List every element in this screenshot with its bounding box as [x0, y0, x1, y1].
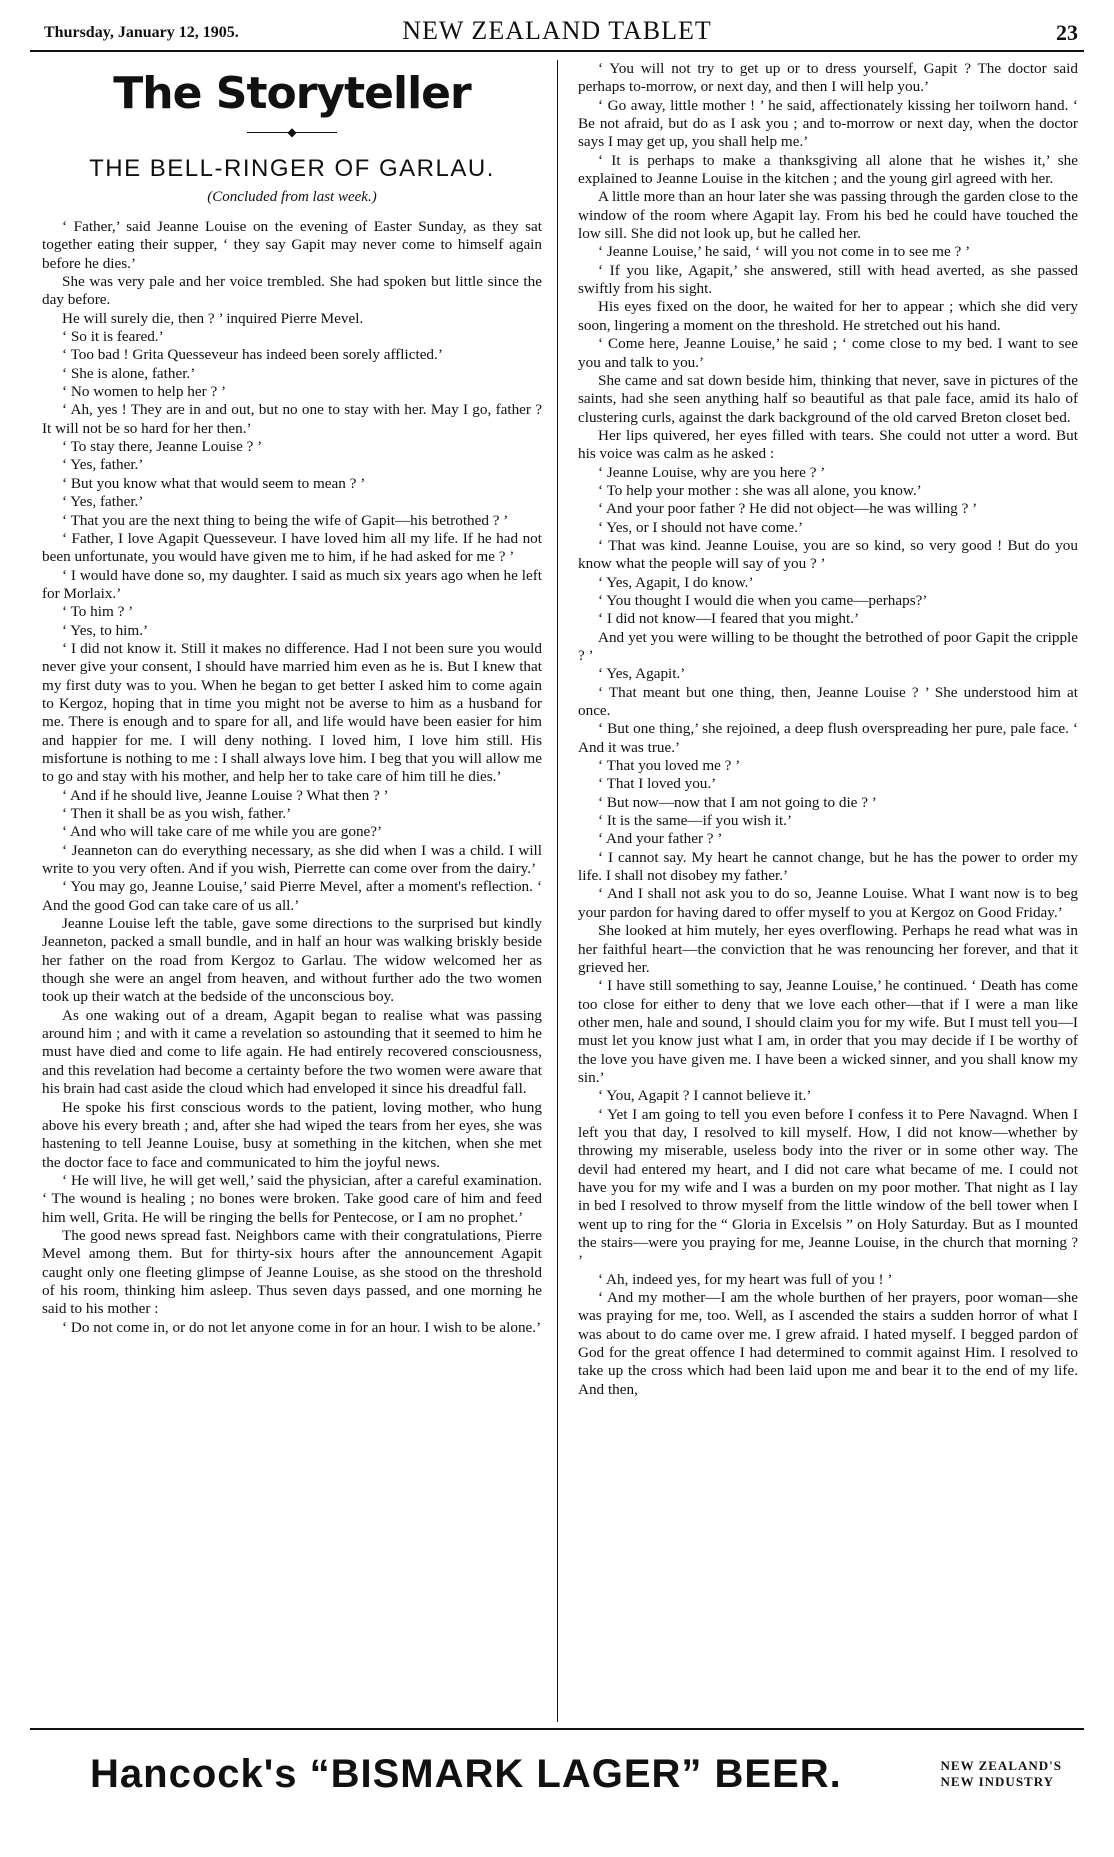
story-subtitle: (Concluded from last week.) [207, 189, 377, 205]
story-paragraph: ‘ Ah, yes ! They are in and out, but no one to stay with her. May I go, father ? It will not be so hard for her then.’ [42, 401, 542, 437]
ad-tagline [941, 1758, 1062, 1790]
story-paragraph: And yet you were willing to be thought the betrothed of poor Gapit the cripple ? ’ [578, 628, 1078, 664]
right-column-body [578, 60, 1078, 1399]
ad-tagline-line-1: NEW ZEALAND'S [940, 1758, 1062, 1773]
story-paragraph: ‘ Father,’ said Jeanne Louise on the evening of Easter Sunday, as they sat together eating their supper, ‘ they say Gapit may never come to himself again before he dies.’ [42, 218, 542, 272]
story-paragraph: ‘ I would have done so, my daughter. I said as much six years ago when he left for Morlaix.’ [42, 566, 542, 602]
ad-text: Hancock's “BISMARK LAGER” BEER. [90, 1752, 842, 1796]
story-paragraph: ‘ I cannot say. My heart he cannot change, but he has the power to order my life. I shall not disobey my father.’ [578, 848, 1078, 885]
story-paragraph: ‘ She is alone, father.’ [62, 364, 196, 382]
story-paragraph: ‘ That you loved me ? ’ [598, 757, 741, 775]
story-paragraph: ‘ And your poor father ? He did not object—he was willing ? ’ [598, 500, 978, 518]
story-paragraph: ‘ To help your mother : she was all alone, you know.’ [598, 481, 922, 499]
story-paragraph: ‘ Yes, Agapit.’ [598, 665, 686, 683]
page-number: 23 [1056, 20, 1078, 45]
story-paragraph: ‘ I did not know it. Still it makes no difference. Had I not been sure you would never give your consent, I should have married him even as he is. But I knew that my first duty was to you. When he began to get better I asked him to come again to Kergoz, hoping that in time you might not be averse to him as a husband for me. There is enough and to spare for all, and life would have been easier for him and happier for me. I will deny nothing. I loved him, I love him still. His misfortune is nothing to me : I shall always love him. I beg that you will allow me to go and stay with his mother, and help her to take care of him till he dies.’ [42, 639, 542, 786]
masthead [30, 12, 1084, 52]
story-paragraph: He will surely die, then ? ’ inquired Pierre Mevel. [62, 309, 364, 327]
story-paragraph: ‘ If you like, Agapit,’ she answered, still with head averted, as she passed swiftly from his sight. [578, 261, 1078, 298]
story-paragraph: His eyes fixed on the door, he waited for her to appear ; which she did very soon, lingering a moment on the threshold. He stretched out his hand. [578, 298, 1078, 334]
story-paragraph: ‘ You, Agapit ? I cannot believe it.’ [598, 1087, 812, 1105]
story-paragraph: ‘ And your father ? ’ [598, 830, 723, 848]
story-paragraph: ‘ And I shall not ask you to do so, Jeanne Louise. What I want now is to beg your pardon for having dared to offer myself to you at Kergoz on Good Friday.’ [578, 885, 1078, 921]
story-paragraph: ‘ You will not try to get up or to dress yourself, Gapit ? The doctor said perhaps to-morrow, or next day, and then I will help you.’ [578, 60, 1078, 96]
left-column-body [42, 218, 542, 1337]
story-paragraph: ‘ But now—now that I am not going to die ? ’ [598, 793, 877, 811]
story-paragraph: ‘ I did not know—I feared that you might.’ [598, 610, 860, 628]
story-paragraph: ‘ You thought I would die when you came—perhaps?’ [598, 591, 928, 609]
story-paragraph: ‘ Jeanneton can do everything necessary, as she did when I was a child. I will write to you very often. And if you wish, Pierrette can come over from the dairy.’ [42, 841, 542, 878]
story-paragraph: ‘ Yes, father.’ [62, 493, 144, 511]
story-paragraph: ‘ And who will take care of me while you are gone?’ [62, 823, 383, 841]
story-paragraph: ‘ And my mother—I am the whole burthen of her prayers, poor woman—she was praying for me, too. Well, as I ascended the stairs a sudden horror of what I was about to do came over me. I grew afraid. I hated myself. I begged pardon of God for the great offence I had determined to commit against Him. I resolved to take up the cross which had been laid upon me and bear it to the end of my life. And then, [578, 1289, 1078, 1398]
story-paragraph: ‘ I have still something to say, Jeanne Louise,’ he continued. ‘ Death has come too close for either to deny that we love each other—that if I were a man like other men, hale and sound, I should claim you for my wife. But I must tell you—I must let you know just what I am, in order that you may decide if I be worthy of the love you have given me. I have been a wicked sinner, and you shall know my sin.’ [578, 977, 1078, 1086]
story-paragraph: ‘ Yes, or I should not have come.’ [598, 518, 803, 536]
paper-title: NEW ZEALAND TABLET [402, 16, 712, 45]
story-paragraph: ‘ To him ? ’ [62, 603, 134, 621]
story-paragraph: ‘ That you are the next thing to being the wife of Gapit—his betrothed ? ’ [62, 511, 509, 529]
story-paragraph: ‘ That was kind. Jeanne Louise, you are so kind, so very good ! But do you know what the people will say of you ? ’ [578, 536, 1078, 573]
story-paragraph: ‘ It is the same—if you wish it.’ [598, 812, 793, 830]
advertisement [30, 1750, 1084, 1810]
story-paragraph: ‘ Yes, Agapit, I do know.’ [598, 573, 754, 591]
title-ornament: ◆ [247, 126, 337, 133]
story-paragraph: ‘ That meant but one thing, then, Jeanne Louise ? ’ She understood him at once. [578, 683, 1078, 720]
story-paragraph: ‘ He will live, he will get well,’ said the physician, after a careful examination. ‘ The wound is healing ; no bones were broken. Take good care of him and feed him well, Grita. He will be ringing the bells for Pentecose, or I am no prophet.’ [42, 1171, 542, 1226]
issue-date: Thursday, January 12, 1905. [44, 24, 239, 41]
story-paragraph: ‘ You may go, Jeanne Louise,’ said Pierre Mevel, after a moment's reflection. ‘ And the good God can take care of us all.’ [42, 878, 542, 914]
story-paragraph: As one waking out of a dream, Agapit began to realise what was passing around him ; and with it came a revelation so astounding that it seemed to him he must have died and come to life again. He had entirely recovered consciousness, and this revelation had become a certainty before the two women were aware that his brain had cast aside the cloud which had enveloped it since his dreadful fall. [42, 1006, 542, 1098]
story-paragraph: He spoke his first conscious words to the patient, loving mother, who hung above his every breath ; and, after she had wiped the tears from her eyes, she was hastening to tell Jeanne Louise, busy at something in the kitchen, when she met the doctor face to face and communicated to him the joyful news. [42, 1098, 542, 1171]
story-paragraph: ‘ Then it shall be as you wish, father.’ [62, 805, 292, 822]
story-paragraph: Her lips quivered, her eyes filled with tears. She could not utter a word. But his voice was calm as he asked : [578, 426, 1078, 463]
right-column [578, 60, 1078, 1718]
column-divider [557, 60, 558, 1722]
story-paragraph: ‘ That I loved you.’ [598, 775, 717, 793]
story-paragraph: ‘ Come here, Jeanne Louise,’ he said ; ‘ come close to my bed. I want to see you and talk to you.’ [578, 335, 1078, 371]
section-title: The Storyteller [113, 68, 471, 119]
story-paragraph: ‘ Ah, indeed yes, for my heart was full of you ! ’ [598, 1270, 893, 1288]
ad-tagline-line-2: NEW INDUSTRY [940, 1774, 1055, 1789]
story-paragraph: ‘ Yes, father.’ [62, 456, 144, 474]
story-paragraph: ‘ But one thing,’ she rejoined, a deep flush overspreading her pure, pale face. ‘ And it was true.’ [578, 720, 1078, 756]
newspaper-page [30, 12, 1084, 1842]
story-paragraph: Jeanne Louise left the table, gave some directions to the surprised but kindly Jeanneton, packed a small bundle, and in half an hour was walking briskly beside her father on the road from Kergoz to Garlau. The widow welcomed her as though she were an angel from heaven, and without further ado the two women took up their watch at the bedside of the unconscious boy. [42, 915, 542, 1006]
story-paragraph: ‘ To stay there, Jeanne Louise ? ’ [62, 438, 263, 456]
story-paragraph: ‘ Yet I am going to tell you even before I confess it to Pere Navagnd. When I left you that day, I resolved to kill myself. How, I did not know—whether by throwing my miserable, useless body into the river or in some other way. The devil had entered my heart, and I did not care what became of me. I could not have you for my wife and I was a burden on my poor mother. That night as I lay in bed I resolved to throw myself from the little window of the bell tower when I went up to ring for the “ Gloria in Excelsis ” on Holy Saturday. But as I mounted the stairs—were you praying for me, Jeanne Louise, in the church that morning ? ’ [578, 1105, 1078, 1270]
story-paragraph: A little more than an hour later she was passing through the garden close to the window of the room where Agapit lay. From his bed he could have touched the low sill. She did not look up, but he called her. [578, 188, 1078, 243]
story-paragraph: ‘ No women to help her ? ’ [62, 383, 227, 401]
story-paragraph: She was very pale and her voice trembled. She had spoken but little since the day before. [42, 273, 542, 309]
footer-divider [30, 1728, 1084, 1730]
story-paragraph: ‘ Go away, little mother ! ’ he said, affectionately kissing her toilworn hand. ‘ Be not afraid, but do as I ask you ; and to-morrow or next day, when the doctor says I may get up, you shall help me.’ [578, 96, 1078, 151]
story-paragraph: ‘ Do not come in, or do not let anyone come in for an hour. I wish to be alone.’ [62, 1318, 542, 1336]
story-paragraph: ‘ So it is feared.’ [62, 328, 164, 346]
story-paragraph: She looked at him mutely, her eyes overflowing. Perhaps he read what was in her faithful heart—the conviction that he was renouncing her forever, and that it grieved her. [578, 922, 1078, 976]
story-paragraph: ‘ And if he should live, Jeanne Louise ? What then ? ’ [62, 786, 389, 804]
story-paragraph: ‘ Jeanne Louise, why are you here ? ’ [598, 463, 826, 481]
story-paragraph: ‘ It is perhaps to make a thanksgiving all alone that he wishes it,’ she explained to Jeanne Louise in the kitchen ; and the young girl agreed with her. [578, 151, 1078, 188]
story-title: THE BELL-RINGER OF GARLAU. [89, 155, 495, 182]
story-paragraph: She came and sat down beside him, thinking that never, save in pictures of the saints, had she seen anything half so beautiful as that pale face, amid its halo of clustering curls, against the dark background of the old carved Breton closet bed. [578, 371, 1078, 426]
story-paragraph: ‘ Yes, to him.’ [62, 621, 149, 639]
story-paragraph: ‘ Too bad ! Grita Quesseveur has indeed been sorely afflicted.’ [62, 346, 443, 364]
left-column [42, 60, 542, 1718]
story-paragraph: ‘ Jeanne Louise,’ he said, ‘ will you not come in to see me ? ’ [598, 243, 971, 261]
story-paragraph: ‘ But you know what that would seem to mean ? ’ [62, 474, 366, 492]
story-paragraph: ‘ Father, I love Agapit Quesseveur. I have loved him all my life. If he had not been unfortunate, you would have given me to him, if he had asked for me ? ’ [42, 529, 542, 566]
story-paragraph: The good news spread fast. Neighbors came with their congratulations, Pierre Mevel among them. But for thirty-six hours after the announcement Agapit caught only one fleeting glimpse of Jeanne Louise, as she stood on the threshold of his room, thinking him asleep. Thus seven days passed, and one morning he said to his mother : [42, 1226, 542, 1318]
